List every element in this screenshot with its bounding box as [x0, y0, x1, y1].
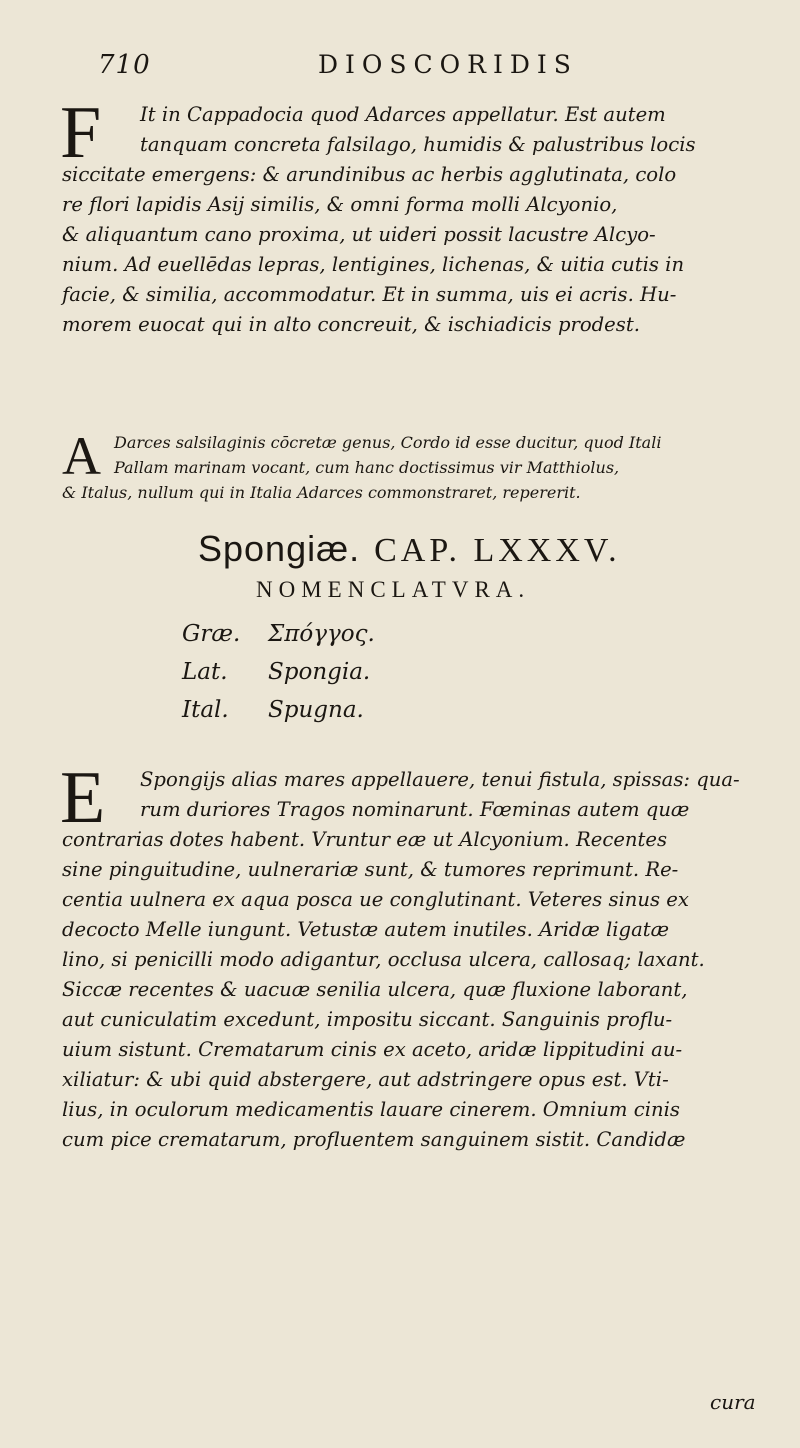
- chapter-title: Spongiæ.: [198, 528, 361, 569]
- catchword: cura: [710, 1390, 756, 1414]
- language-label: Lat.: [182, 659, 228, 685]
- text-line: contrarias dotes habent. Vruntur eæ ut Alcyonium. Recentes: [62, 828, 668, 851]
- nomenclature-list: [182, 615, 375, 729]
- text-line: lino, si penicilli modo adigantur, occlusa ulcera, callosaq; laxant.: [62, 948, 705, 971]
- page-header: [0, 50, 800, 90]
- text-line: rum duriores Tragos nominarunt. Fœminas autem quæ: [140, 798, 690, 821]
- text-line: & Italus, nullum qui in Italia Adarces commonstraret, repererit.: [62, 483, 581, 502]
- paragraph-spongiae: [60, 757, 770, 1155]
- text-line: sine pinguitudine, uulnerariæ sunt, & tumores reprimunt. Re-: [62, 858, 679, 881]
- chapter-heading: [198, 528, 621, 570]
- text-line: cum pice crematarum, profluentem sanguinem sistit. Candidæ: [62, 1128, 686, 1151]
- text-line: tanquam concreta falsilago, humidis & palustribus locis: [140, 133, 696, 156]
- text-line: morem euocat qui in alto concreuit, & ischiadicis prodest.: [62, 313, 640, 336]
- text-line: Siccæ recentes & uacuæ senilia ulcera, quæ fluxione laborant,: [62, 978, 688, 1001]
- text-line: Pallam marinam vocant, cum hanc doctissimus vir Matthiolus,: [114, 458, 620, 477]
- drop-cap: F: [60, 92, 102, 174]
- section-subtitle: NOMENCLATVRA.: [256, 577, 531, 602]
- chapter-number: CAP. LXXXV.: [374, 532, 621, 569]
- text-line: siccitate emergens: & arundinibus ac herbis agglutinata, colo: [62, 163, 677, 186]
- text-line: Spongijs alias mares appellauere, tenui fistula, spissas: qua-: [140, 768, 740, 791]
- text-line: re flori lapidis Asij similis, & omni forma molli Alcyonio,: [62, 193, 618, 216]
- text-line: decocto Melle iungunt. Vetustæ autem inutiles. Aridæ ligatæ: [62, 918, 670, 941]
- paragraph-adarces: [60, 92, 770, 340]
- language-label: Græ.: [182, 621, 241, 647]
- running-title: DIOSCORIDIS: [318, 50, 578, 79]
- page-number: 710: [98, 50, 151, 80]
- term: Σπόγγος.: [268, 621, 375, 647]
- text-line: It in Cappadocia quod Adarces appellatur. Est autem: [140, 103, 666, 126]
- language-label: Ital.: [182, 697, 229, 723]
- text-line: facie, & similia, accommodatur. Et in summa, uis ei acris. Hu-: [62, 283, 677, 306]
- text-line: aut cuniculatim excedunt, impositu siccant. Sanguinis proflu-: [62, 1008, 673, 1031]
- term: Spugna.: [268, 697, 364, 723]
- text-line: xiliatur: & ubi quid abstergere, aut adstringere opus est. Vti-: [62, 1068, 669, 1091]
- list-item: [182, 691, 375, 729]
- text-line: & aliquantum cano proxima, ut uideri possit lacustre Alcyo-: [62, 223, 656, 246]
- list-item: [182, 615, 375, 653]
- term: Spongia.: [268, 659, 371, 685]
- text-line: lius, in oculorum medicamentis lauare cinerem. Omnium cinis: [62, 1098, 680, 1121]
- text-line: Darces salsilaginis cōcretæ genus, Cordo id esse ducitur, quod Itali: [114, 433, 662, 452]
- list-item: [182, 653, 375, 691]
- drop-cap: E: [60, 757, 106, 839]
- annotation-adarces: [62, 426, 770, 505]
- drop-cap: A: [62, 426, 101, 486]
- text-line: uium sistunt. Crematarum cinis ex aceto, aridæ lippitudini au-: [62, 1038, 683, 1061]
- text-line: centia uulnera ex aqua posca ue conglutinant. Veteres sinus ex: [62, 888, 689, 911]
- text-line: nium. Ad euellēdas lepras, lentigines, lichenas, & uitia cutis in: [62, 253, 685, 276]
